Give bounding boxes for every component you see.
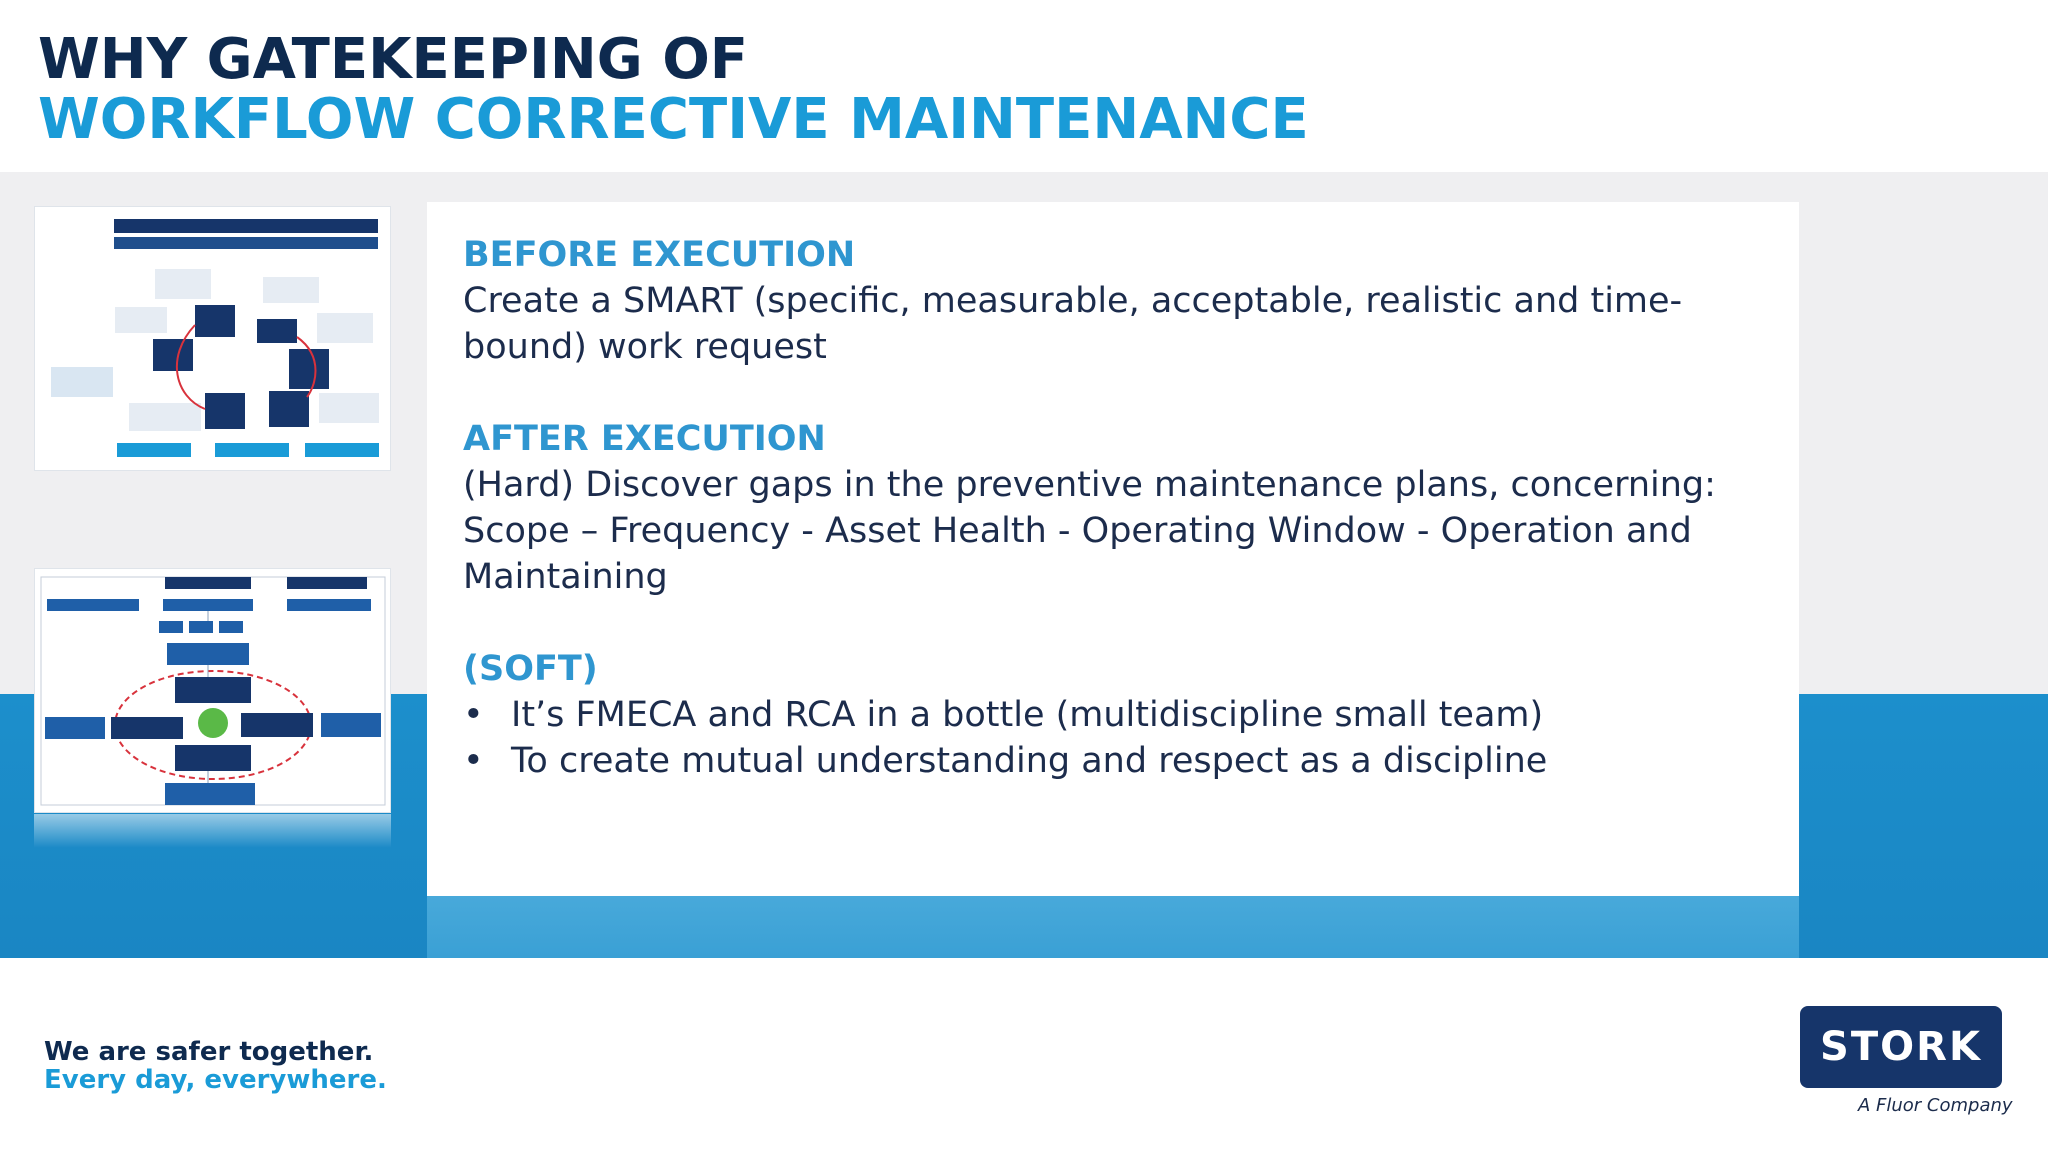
workflow-diagram-thumbnail: [34, 568, 391, 813]
bullet-marker: •: [463, 741, 484, 781]
stork-logo: [1800, 1006, 2002, 1088]
bullet-text: To create mutual understanding and respect as a discipline: [511, 741, 1548, 781]
after-execution-text-line-1: (Hard) Discover gaps in the preventive maintenance plans, concerning:: [463, 465, 1716, 505]
soft-heading: (SOFT): [463, 649, 598, 689]
bullet-text: It’s FMECA and RCA in a bottle (multidiscipline small team): [511, 695, 1544, 735]
after-execution-text-line-2: Scope – Frequency - Asset Health - Operating Window - Operation and: [463, 511, 1692, 551]
logo-tagline: A Fluor Company: [1858, 1095, 2013, 1116]
logo-wordmark: STORK: [1820, 1024, 1982, 1070]
after-execution-text-line-3: Maintaining: [463, 557, 668, 597]
before-execution-heading: BEFORE EXECUTION: [463, 235, 856, 275]
content-card: [427, 202, 1799, 896]
content-text: [463, 232, 1783, 784]
title-line-2: WORKFLOW CORRECTIVE MAINTENANCE: [38, 87, 1309, 152]
slogan-line-1: We are safer together.: [44, 1037, 374, 1067]
footer-slogan: [44, 1038, 387, 1094]
before-execution-text-line-2: bound) work request: [463, 327, 827, 367]
thumbnail-reflection: [34, 814, 391, 848]
slide-title: [38, 27, 1309, 152]
after-execution-heading: AFTER EXECUTION: [463, 419, 826, 459]
blue-card-shadow-band: [427, 896, 1799, 958]
bullet-marker: •: [463, 695, 484, 735]
cycle-diagram-image: [35, 207, 391, 471]
title-line-1: WHY GATEKEEPING OF: [38, 27, 749, 92]
before-execution-text-line-1: Create a SMART (specific, measurable, acceptable, realistic and time-: [463, 281, 1683, 321]
slogan-line-2: Every day, everywhere.: [44, 1065, 387, 1095]
list-item: [463, 738, 1783, 784]
workflow-diagram-image: [35, 569, 391, 813]
list-item: [463, 692, 1783, 738]
asset-management-diagram-thumbnail: [34, 206, 391, 471]
